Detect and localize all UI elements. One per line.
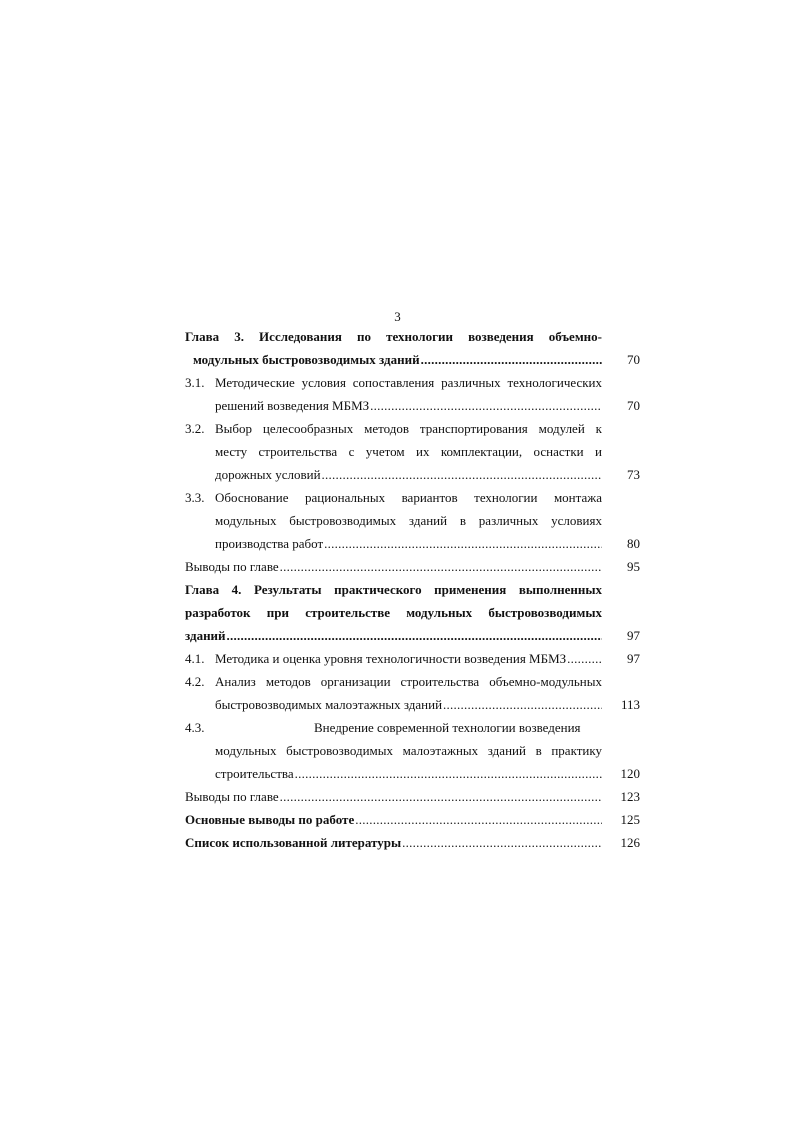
- toc-section-title-line: месту строительства с учетом их комплектации, оснастки и: [215, 444, 602, 459]
- toc-section-title-line: Методические условия сопоставления различных технологических: [215, 375, 602, 390]
- toc-conclusions-title: Выводы по главе: [185, 559, 279, 574]
- dot-leader: [324, 532, 602, 555]
- toc-chapter-4-conclusions[interactable]: [185, 785, 640, 808]
- dot-leader: [421, 348, 602, 371]
- toc-page-number: 120: [620, 766, 640, 781]
- dot-leader: [370, 394, 602, 417]
- toc-section-title-line: строительства: [215, 766, 294, 781]
- page-number: 3: [394, 309, 401, 324]
- toc-section-title-line: Обоснование рациональных вариантов технологии монтажа: [215, 490, 602, 505]
- toc-section-number: 3.3.: [185, 490, 205, 505]
- dot-leader: [280, 785, 602, 808]
- table-of-contents: [185, 325, 640, 854]
- toc-chapter-4-title-line1: Глава 4. Результаты практического применения выполненных: [185, 582, 602, 597]
- toc-page-number: 126: [620, 835, 640, 850]
- toc-chapter-3-title-line2: модульных быстровозводимых зданий: [193, 352, 420, 367]
- toc-section-title-line: дорожных условий: [215, 467, 321, 482]
- toc-page-number: 80: [627, 536, 640, 551]
- toc-page-number: 113: [620, 697, 640, 712]
- dot-leader: [295, 762, 602, 785]
- toc-page-number: 125: [620, 812, 640, 827]
- toc-section-title-line: быстровозводимых малоэтажных зданий: [215, 697, 443, 712]
- dot-leader: [355, 808, 602, 831]
- toc-section-3-3[interactable]: [185, 486, 640, 555]
- toc-section-number: 4.2.: [185, 674, 205, 689]
- toc-page-number: 73: [627, 467, 640, 482]
- toc-page-number: 97: [627, 628, 640, 643]
- toc-chapter-4[interactable]: [185, 578, 640, 647]
- toc-chapter-3-title-line1: Глава 3. Исследования по технологии возведения объемно-: [185, 329, 602, 344]
- dot-leader: [567, 647, 602, 670]
- toc-main-conclusions[interactable]: [185, 808, 640, 831]
- toc-page-number: 97: [627, 651, 640, 666]
- toc-chapter-3-conclusions[interactable]: [185, 555, 640, 578]
- toc-section-title-line: модульных быстровозводимых зданий в различных условиях: [215, 513, 602, 528]
- toc-section-title-line: Анализ методов организации строительства объемно-модульных: [215, 674, 602, 689]
- toc-section-title-line: Внедрение современной технологии возведения: [314, 720, 581, 735]
- toc-section-number: 4.1.: [185, 651, 205, 666]
- toc-section-4-2[interactable]: [185, 670, 640, 716]
- toc-section-title-line: модульных быстровозводимых малоэтажных зданий в практику: [215, 743, 602, 758]
- toc-section-title-line: Выбор целесообразных методов транспортирования модулей к: [215, 421, 602, 436]
- dot-leader: [443, 693, 602, 716]
- toc-section-title-line: производства работ: [215, 536, 324, 551]
- toc-page-number: 70: [627, 398, 640, 413]
- toc-section-4-3[interactable]: [185, 716, 640, 785]
- toc-page-number: 95: [627, 559, 640, 574]
- toc-references-title: Список использованной литературы: [185, 835, 402, 850]
- toc-main-conclusions-title: Основные выводы по работе: [185, 812, 355, 827]
- dot-leader: [322, 463, 602, 486]
- toc-page-number: 123: [620, 789, 640, 804]
- toc-conclusions-title: Выводы по главе: [185, 789, 279, 804]
- dot-leader: [280, 555, 602, 578]
- toc-chapter-3[interactable]: [185, 325, 640, 371]
- toc-section-3-2[interactable]: [185, 417, 640, 486]
- dot-leader: [402, 831, 602, 854]
- toc-section-number: 3.1.: [185, 375, 205, 390]
- toc-chapter-4-title-line2: разработок при строительстве модульных быстровозводимых: [185, 605, 602, 620]
- toc-section-number: 3.2.: [185, 421, 205, 436]
- toc-section-4-1[interactable]: [185, 647, 640, 670]
- toc-section-3-1[interactable]: [185, 371, 640, 417]
- dot-leader: [227, 624, 602, 647]
- toc-section-title-line: решений возведения МБМЗ: [215, 398, 370, 413]
- toc-references[interactable]: [185, 831, 640, 854]
- toc-chapter-4-title-line3: зданий: [185, 628, 226, 643]
- toc-section-title-line: Методика и оценка уровня технологичности возведения МБМЗ: [215, 651, 567, 666]
- toc-section-number: 4.3.: [185, 720, 205, 735]
- toc-page-number: 70: [627, 352, 640, 367]
